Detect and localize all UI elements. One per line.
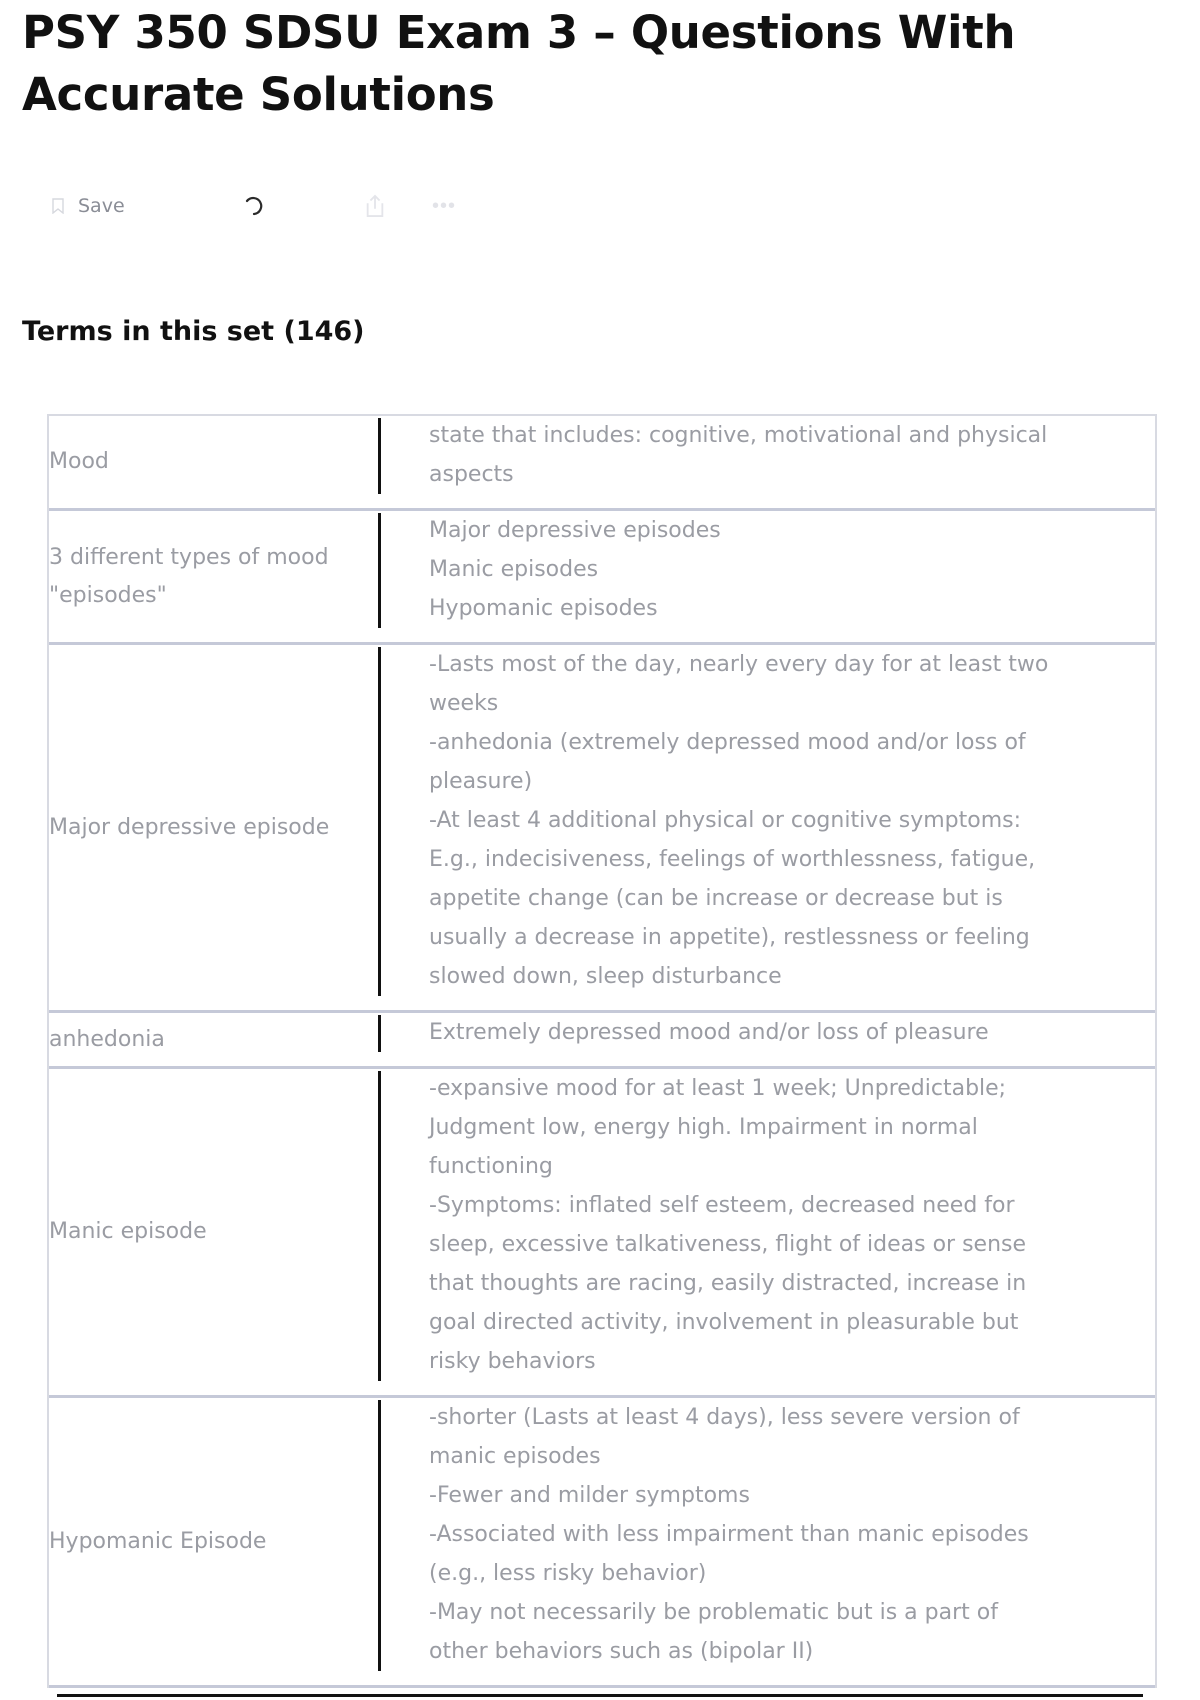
page-title: PSY 350 SDSU Exam 3 – Questions With Accurate Solutions [22,6,1016,121]
term-word: 3 different types of mood "episodes" [49,544,329,608]
definition-line: -shorter (Lasts at least 4 days), less severe version of manic episodes [429,1405,1020,1469]
bookmark-icon [52,198,64,214]
term-row [49,511,1155,645]
share-icon [364,193,386,219]
definition-line: -Symptoms: inflated self esteem, decreased need for sleep, excessive talkativeness, flight of ideas or sense that thoughts are racing, easily distracted, increase in goal directed activity, involvement in pleasurable but risky behaviors [429,1193,1027,1374]
definition-line: Hypomanic episodes [429,596,658,621]
term-definition [381,416,1155,508]
definition-line: Major depressive episodes [429,518,721,543]
term-word: anhedonia [49,1026,165,1052]
definition-line: -Lasts most of the day, nearly every day for at least two weeks [429,652,1049,716]
term-definition [381,1013,1155,1066]
term-row [49,645,1155,1013]
spinner-icon [242,194,266,218]
save-button[interactable] [52,188,125,224]
save-label: Save [78,195,125,217]
term-word: Hypomanic Episode [49,1528,267,1554]
more-button[interactable] [432,188,456,224]
definition-line: Extremely depressed mood and/or loss of pleasure [429,1020,989,1045]
terms-table [47,414,1157,1688]
term-word: Manic episode [49,1219,207,1244]
share-button[interactable] [364,188,386,224]
terms-count-heading: Terms in this set (146) [22,316,365,347]
term-row [49,1013,1155,1069]
term-row [49,1398,1155,1688]
definition-line: -May not necessarily be problematic but is a part of other behaviors such as (bipolar II) [429,1600,998,1664]
term-definition [381,511,1155,642]
term-word: Mood [49,449,109,474]
definition-line: -Associated with less impairment than manic episodes (e.g., less risky behavior) [429,1522,1029,1586]
term-definition [381,1069,1155,1395]
term-row [49,416,1155,511]
loading-spinner [242,188,266,224]
toolbar [52,188,552,224]
definition-line: -expansive mood for at least 1 week; Unpredictable; Judgment low, energy high. Impairment in normal functioning [429,1076,1007,1179]
definition-line: state that includes: cognitive, motivational and physical aspects [429,423,1048,487]
definition-line: -anhedonia (extremely depressed mood and/or loss of pleasure) [429,730,1026,794]
definition-line: -Fewer and milder symptoms [429,1483,750,1508]
term-word: Major depressive episode [49,814,330,840]
term-definition [381,1398,1155,1685]
definition-line: -At least 4 additional physical or cognitive symptoms: E.g., indecisiveness, feelings of worthlessness, fatigue, appetite change (can be increase or decrease but is usually a decrease in appetite), restlessness or feeling slowed down, sleep disturbance [429,808,1036,989]
term-definition [381,645,1155,1010]
term-row [49,1069,1155,1398]
bottom-divider [57,1694,1143,1697]
more-icon: ••• [432,194,457,217]
definition-line: Manic episodes [429,557,599,582]
